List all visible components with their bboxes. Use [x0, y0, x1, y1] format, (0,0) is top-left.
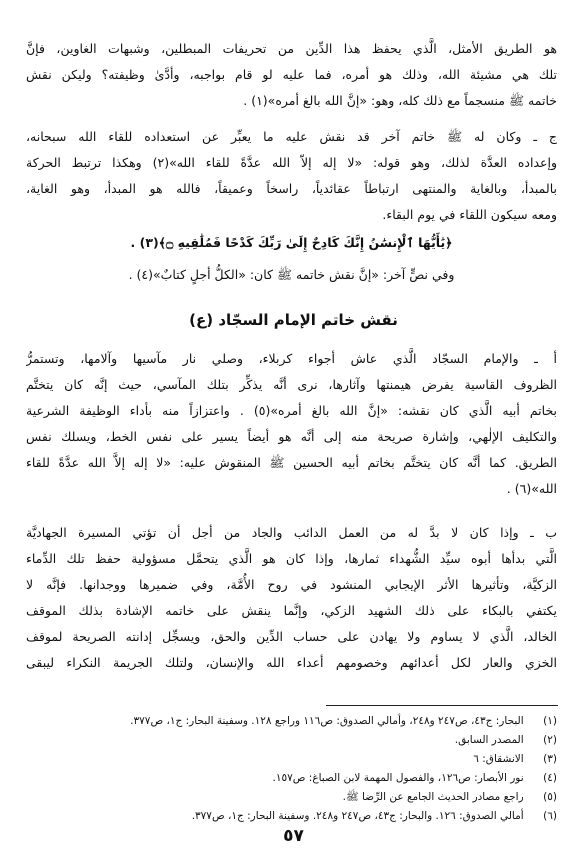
- verse-line: ﴿يَٰأَيُّهَا ٱلْإِنسَٰنُ إِنَّكَ كَادِحٌ إِلَىٰ رَبِّكَ كَدْحًا فَمُلَٰقِيهِ ۝﴾(٣) .: [130, 235, 453, 250]
- text-line: الله»(٦) .: [506, 481, 557, 496]
- text-line: الخزي والعار لكل أعدائهم وخصومهم أعداء الله والإنسان، ولتلك الجريمة النكراء ليبقى: [26, 655, 557, 670]
- footnote: [40, 712, 557, 731]
- footnote-text: الانشقاق: ٦: [473, 753, 524, 765]
- text-line: أ ـ والإمام السجّاد الَّذي عاش أجواء كربلاء، وصلي نار مآسيها وآلامها، وتستمرُّ: [26, 351, 557, 366]
- footnote: [40, 788, 557, 807]
- footnote-number: (٥): [543, 791, 557, 803]
- text-line: بخاتم أبيه الَّذي كان نقشه: «إنَّ الله بالغ أمره»(٥) . واعتزازاً منه بأداء الوظيفة الشرعية: [26, 403, 557, 418]
- text-line: والتكليف الإلٰهي، وإشارة صريحة منه إلى أنَّه هو أيضاً يسير على نفس الخط، ويسلك نفس: [26, 429, 557, 444]
- paragraph-ring-c: [26, 124, 557, 228]
- text-line: الطريق. كما أنَّه كان يتختَّم بخاتم أبيه الحسين ﷺ المنقوش عليه: «لا إله إلاَّ الله عدَّةً للقاء: [26, 455, 557, 470]
- text-line: الَّتي بدأها أبوه سيِّد الشُّهداء ثمارها، وإذا كان هو الَّذي يتحمَّل مسؤولية حفظ تلك الدِّماء: [26, 551, 557, 566]
- text-line: ب ـ وإذا كان لا بدَّ له من العمل الدائب والجاد من أجل أن تؤتي المسيرة الجهاديَّة: [26, 525, 557, 540]
- text-line: خاتمه ﷺ منسجماً مع ذلك كله، وهو: «إنَّ الله بالغ أمره»(١) .: [243, 93, 557, 108]
- footnote: [40, 731, 557, 750]
- footnote: [40, 807, 557, 826]
- text-line: الزكيَّة، وتأثيرها الأثر الإيجابي المنشود في روح الأُمَّة، وفي ضميرها ووجدانها. فإنَّه لا: [26, 577, 557, 592]
- footnote-number: (١): [543, 715, 557, 727]
- paragraph-other-text: [26, 262, 557, 288]
- text-line: ج ـ وكان له ﷺ خاتم آخر قد نقش عليه ما يعبِّر عن استعداده للقاء الله سبحانه،: [26, 129, 557, 144]
- paragraph-sajjad-b: [26, 520, 557, 676]
- footnote-text: البحار: ج٤٣، ص٢٤٧ و٢٤٨، وأمالي الصدوق: ص١١٦ وراجع ١٢٨. وسفينة البحار: ج١، ص٣٧٧.: [130, 715, 524, 727]
- text-line: الظروف القاسية يفرض هيمنتها وآثارها، نرى أنَّه يذكِّر بتلك المآسي، حيث إنَّه كان يتختَّم: [26, 377, 557, 392]
- section-heading: نقش خاتم الإمام السجّاد (ع): [189, 311, 398, 329]
- footnote-number: (٦): [543, 810, 557, 822]
- page-number: ٥٧: [283, 826, 304, 846]
- text-line: بالمبدأ، وبالغاية والمنتهى ارتباطاً عقائدياً، راسخاً وعميقاً، فالله هو المبدأ، وهو الغاية،: [26, 181, 557, 196]
- text-line: تلك هي مشيئة الله، وذلك هو أمره، فما عليه لو قام بواجبه، وأدَّىٰ وظيفته؟ وليكن نقش: [26, 67, 557, 82]
- footnote-number: (٤): [543, 772, 557, 784]
- footnote-text: المصدر السابق.: [454, 734, 524, 746]
- footnote-text: راجع مصادر الحديث الجامع عن الرِّضا ﷺ.: [342, 791, 524, 803]
- footnote: [40, 769, 557, 788]
- footnote-number: (٣): [543, 753, 557, 765]
- footnote-divider: [326, 705, 558, 706]
- quran-verse: [26, 230, 557, 256]
- paragraph-sajjad-a: [26, 346, 557, 502]
- footnote-text: أمالي الصدوق: ١٢٦. والبحار: ج٤٣، ص٢٤٧ و٢٤٨. وسفينة البحار: ج١، ص٣٧٧.: [191, 810, 524, 822]
- footnote-number: (٢): [543, 734, 557, 746]
- text-line: الخالد، الَّذي لا يساوم ولا يهادن على حساب الدِّين والحق، ويسجِّل إدانته الصريحة لموقف: [26, 629, 557, 644]
- paragraph-ideal-path: [26, 36, 557, 114]
- text-line: وفي نصٍّ آخر: «إنَّ نقش خاتمه ﷺ كان: «الكلُّ أجلٍ كتابٌ»(٤) .: [128, 267, 455, 282]
- text-line: هو الطريق الأمثل، الَّذي يحفظ هذا الدِّين من تحريفات المبطلين، وشبهات الغاوين، فإنَّ: [26, 41, 557, 56]
- text-line: ومعه سيكون اللقاء في يوم البقاء.: [382, 207, 557, 222]
- text-line: يكتفي بالبكاء على ذلك الشهيد الزكي، وإنَّما ينقش على خاتمه الإشادة بذلك الموقف: [26, 603, 557, 618]
- footnote-text: نور الأبصار: ص١٢٦، والفصول المهمة لابن الصباغ: ص١٥٧.: [272, 772, 524, 784]
- footnote: [40, 750, 557, 769]
- text-line: وإعداده العدَّة لذلك، وهو قوله: «لا إله إلاّ الله عدَّةً للقاء الله»(٢) وهكذا ترتبط الحركة: [26, 155, 557, 170]
